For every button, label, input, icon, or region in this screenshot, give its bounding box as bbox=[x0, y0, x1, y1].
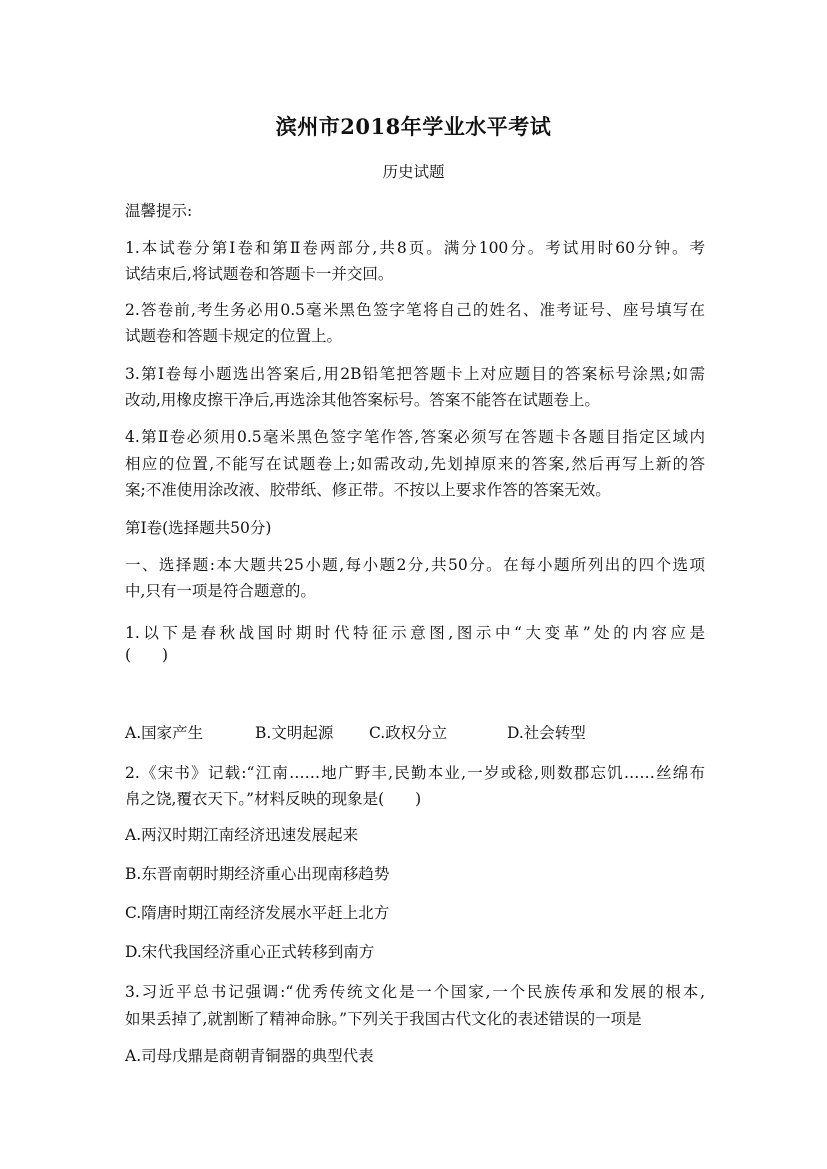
question-2-option-c: C.隋唐时期江南经济发展水平赶上北方 bbox=[125, 904, 390, 922]
notice-item-3-line-2: 改动,用橡皮擦干净后,再选涂其他答案标号。答案不能答在试题卷上。 bbox=[125, 391, 600, 409]
section-instructions-line-1: 一、选择题:本大题共25小题,每小题2分,共50分。在每小题所列出的四个选项 bbox=[125, 556, 705, 574]
question-1-options bbox=[125, 720, 705, 747]
question-3-line-1: 3.习近平总书记强调:“优秀传统文化是一个国家,一个民族传承和发展的根本, bbox=[125, 983, 705, 1001]
question-2-option-d: D.宋代我国经济重心正式转移到南方 bbox=[125, 943, 375, 961]
question-1-option-b: B.文明起源 bbox=[255, 724, 334, 742]
question-1-line-1: 1.以下是春秋战国时期时代特征示意图,图示中“大变革”处的内容应是 bbox=[125, 624, 705, 642]
notice-item-4-line-3: 案;不准使用涂改液、胶带纸、修正带。不按以上要求作答的答案无效。 bbox=[125, 481, 611, 499]
question-1-option-d: D.社会转型 bbox=[507, 724, 586, 742]
page-subtitle: 历史试题 bbox=[382, 163, 445, 181]
question-1-option-c: C.政权分立 bbox=[369, 724, 448, 742]
question-1-option-a: A.国家产生 bbox=[125, 724, 204, 742]
question-2-line-2: 帛之饶,覆衣天下。”材料反映的现象是( ) bbox=[125, 790, 422, 808]
question-3-line-2: 如果丢掉了,就割断了精神命脉。”下列关于我国古代文化的表述错误的一项是 bbox=[125, 1010, 642, 1028]
notice-item-3-line-1: 3.第Ⅰ卷每小题选出答案后,用2B铅笔把答题卡上对应题目的答案标号涂黑;如需 bbox=[125, 365, 705, 383]
notice-heading: 温馨提示: bbox=[125, 202, 193, 220]
question-2-option-a: A.两汉时期江南经济迅速发展起来 bbox=[125, 826, 359, 844]
notice-item-2-line-2: 试题卷和答题卡规定的位置上。 bbox=[125, 327, 343, 345]
page-title: 滨州市2018年学业水平考试 bbox=[275, 114, 552, 139]
section-title: 第Ⅰ卷(选择题共50分) bbox=[125, 519, 272, 537]
question-2-option-b: B.东晋南朝时期经济重心出现南移趋势 bbox=[125, 865, 390, 883]
notice-item-4-line-2: 相应的位置,不能写在试题卷上;如需改动,先划掉原来的答案,然后再写上新的答 bbox=[125, 455, 705, 473]
section-instructions-line-2: 中,只有一项是符合题意的。 bbox=[125, 582, 316, 600]
question-2-line-1: 2.《宋书》记载:“江南……地广野丰,民勤本业,一岁或稔,则数郡忘饥……丝绵布 bbox=[125, 764, 705, 782]
notice-item-1-line-2: 试结束后,将试题卷和答题卡一并交回。 bbox=[125, 265, 394, 283]
question-3-option-a: A.司母戊鼎是商朝青铜器的典型代表 bbox=[125, 1047, 374, 1065]
question-1-line-2: ( ) bbox=[125, 646, 169, 664]
notice-item-2-line-1: 2.答卷前,考生务必用0.5毫米黑色签字笔将自己的姓名、准考证号、座号填写在 bbox=[125, 301, 705, 319]
notice-item-1-line-1: 1.本试卷分第Ⅰ卷和第Ⅱ卷两部分,共8页。满分100分。考试用时60分钟。考 bbox=[125, 239, 705, 257]
notice-item-4-line-1: 4.第Ⅱ卷必须用0.5毫米黑色签字笔作答,答案必须写在答题卡各题目指定区域内 bbox=[125, 428, 705, 446]
